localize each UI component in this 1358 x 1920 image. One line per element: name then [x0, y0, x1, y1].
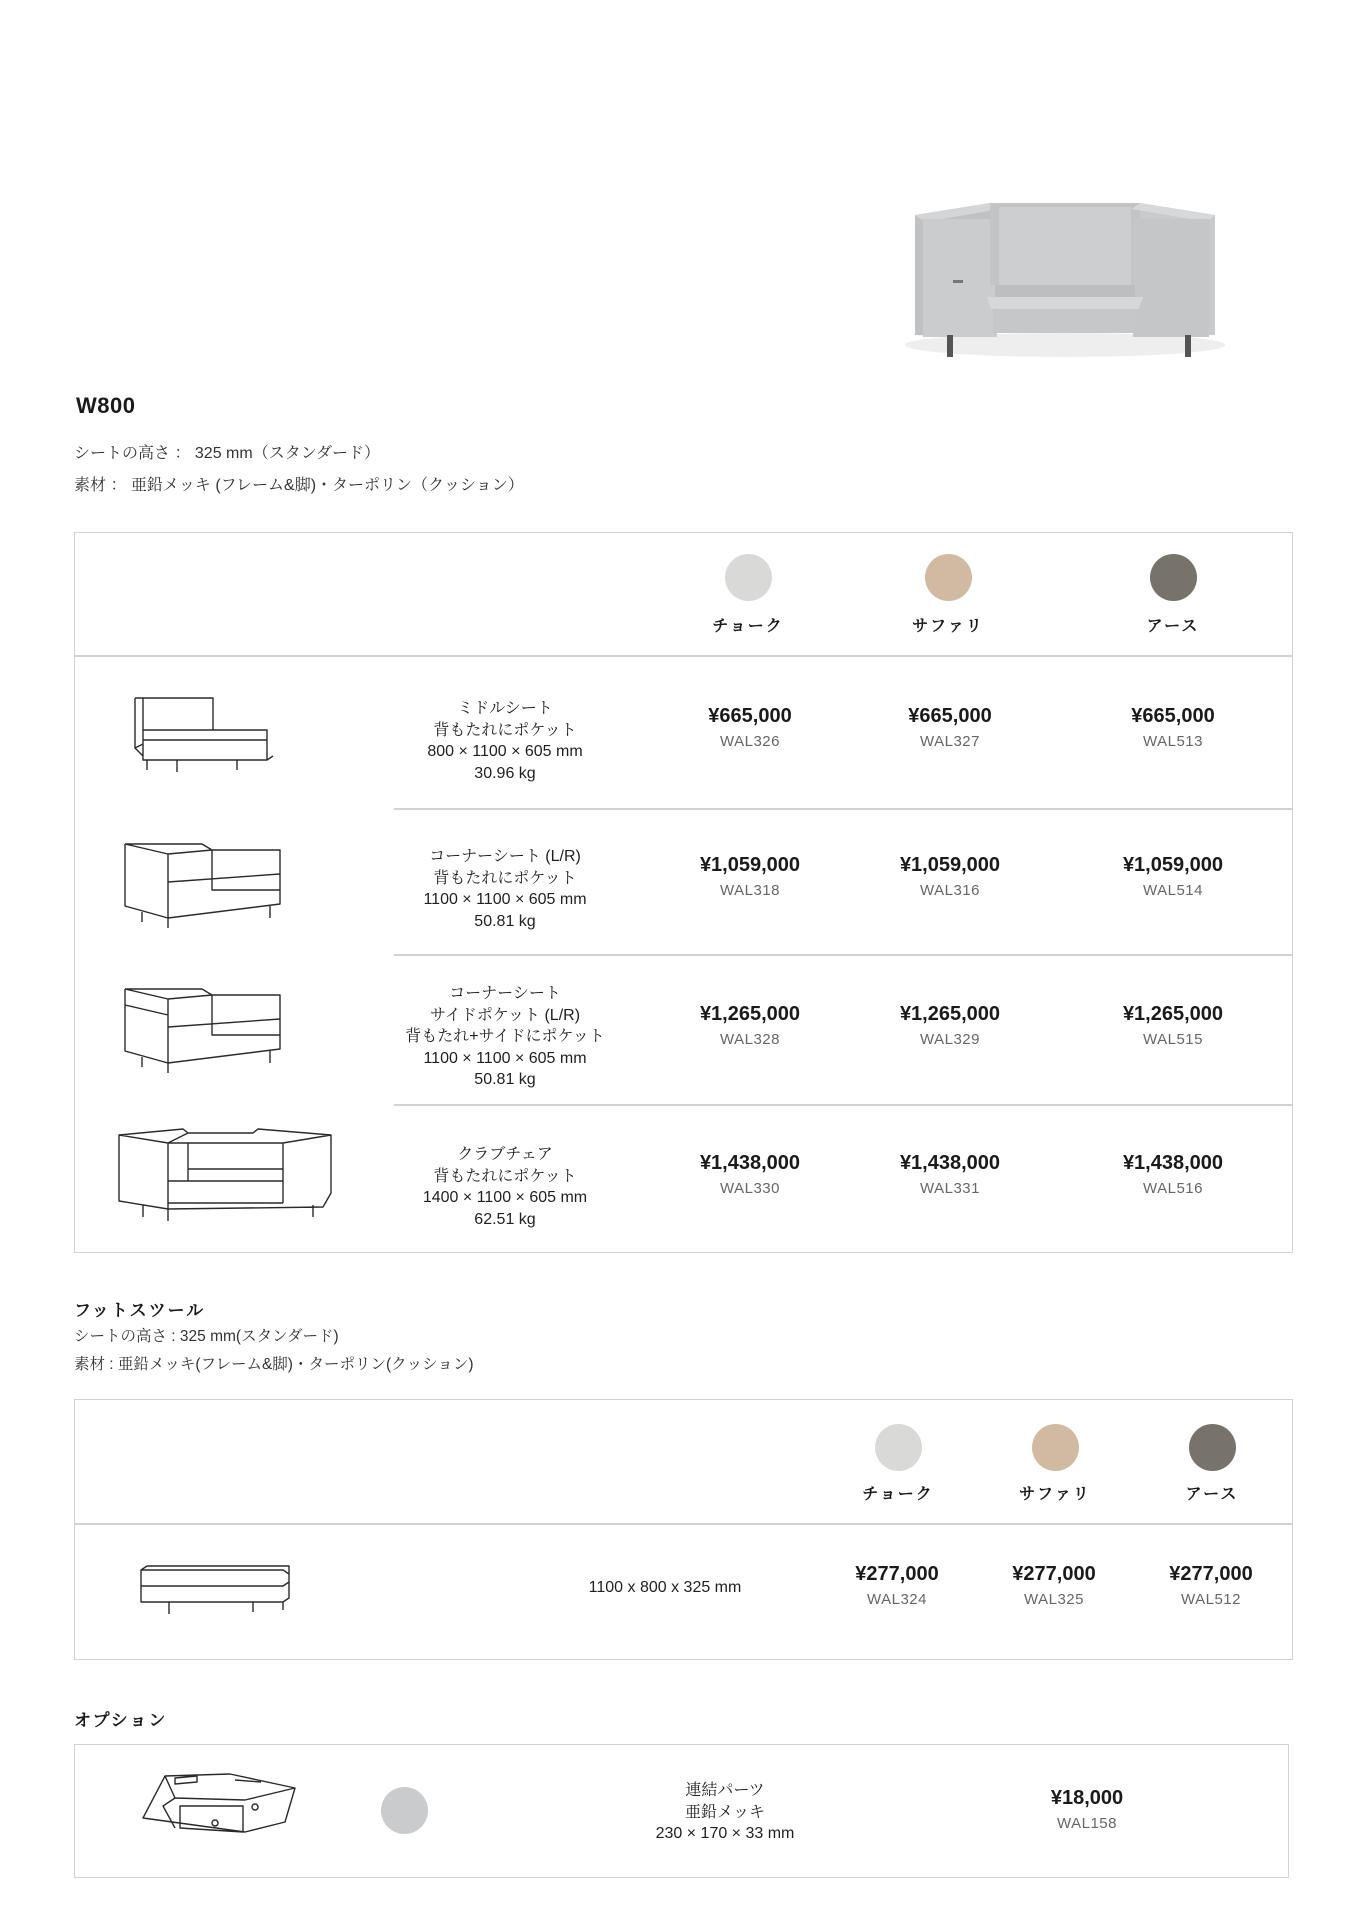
earth-swatch	[1150, 554, 1197, 601]
safari-swatch	[925, 554, 972, 601]
option-price: ¥18,000	[1050, 1787, 1124, 1809]
item-description: コーナーシート (L/R) 背もたれにポケット 1100 × 1100 × 605 mm 50.81 kg	[423, 848, 587, 930]
zinc-swatch	[381, 1787, 428, 1834]
row-divider	[394, 1104, 1292, 1106]
price: ¥277,000	[855, 1563, 939, 1585]
header-divider	[75, 655, 1292, 657]
price: ¥665,000	[908, 705, 992, 727]
corner-seat-drawing-icon	[120, 836, 300, 936]
price: ¥1,438,000	[1122, 1152, 1224, 1174]
product-code: WAL326	[720, 733, 780, 750]
price: ¥277,000	[1169, 1563, 1253, 1585]
color-name-safari: サファリ	[1019, 1486, 1091, 1503]
option-title: オプション	[74, 1711, 168, 1730]
material-spec: 素材 ： 亜鉛メッキ (フレーム&脚)・ターポリン（クッション）	[74, 477, 524, 494]
item-description: コーナーシート サイドポケット (L/R) 背もたれ+サイドにポケット 1100 × 1100 × 605 mm 50.81 kg	[405, 985, 605, 1088]
middle-seat-drawing-icon	[125, 688, 285, 788]
footstool-seat-height: シートの高さ : 325 mm(スタンダード)	[74, 1328, 339, 1345]
product-code: WAL515	[1143, 1031, 1203, 1048]
price: ¥1,265,000	[899, 1003, 1001, 1025]
club-chair-drawing-icon	[113, 1123, 343, 1233]
product-code: WAL324	[867, 1591, 927, 1608]
color-name-chalk: チョーク	[712, 618, 784, 635]
product-code: WAL331	[920, 1180, 980, 1197]
price: ¥1,059,000	[1122, 854, 1224, 876]
product-code: WAL513	[1143, 733, 1203, 750]
chalk-swatch	[725, 554, 772, 601]
header-divider	[75, 1523, 1292, 1525]
corner-side-pocket-drawing-icon	[120, 983, 300, 1083]
price: ¥665,000	[1131, 705, 1215, 727]
item-description: ミドルシート 背もたれにポケット 800 × 1100 × 605 mm 30.96 kg	[427, 700, 583, 782]
earth-swatch	[1189, 1424, 1236, 1471]
color-name-safari: サファリ	[912, 618, 984, 635]
price: ¥1,438,000	[899, 1152, 1001, 1174]
item-description: クラブチェア 背もたれにポケット 1400 × 1100 × 605 mm 62.51 kg	[422, 1146, 588, 1228]
option-code: WAL158	[1057, 1815, 1117, 1832]
footstool-dimensions: 1100 x 800 x 325 mm	[588, 1579, 742, 1596]
product-code: WAL329	[920, 1031, 980, 1048]
footstool-price-table	[74, 1399, 1293, 1660]
product-code: WAL327	[920, 733, 980, 750]
price: ¥1,438,000	[699, 1152, 801, 1174]
price: ¥1,265,000	[1122, 1003, 1224, 1025]
sofa-price-table	[74, 532, 1293, 1253]
chalk-swatch	[875, 1424, 922, 1471]
footstool-material: 素材 : 亜鉛メッキ(フレーム&脚)・ターポリン(クッション)	[74, 1356, 474, 1373]
footstool-drawing-icon	[135, 1560, 295, 1620]
safari-swatch	[1032, 1424, 1079, 1471]
price: ¥277,000	[1012, 1563, 1096, 1585]
product-title: W800	[76, 393, 136, 418]
option-price-table	[74, 1744, 1289, 1878]
product-code: WAL325	[1024, 1591, 1084, 1608]
color-name-chalk: チョーク	[862, 1486, 934, 1503]
row-divider	[394, 808, 1292, 810]
product-code: WAL512	[1181, 1591, 1241, 1608]
product-code: WAL514	[1143, 882, 1203, 899]
product-code: WAL328	[720, 1031, 780, 1048]
color-name-earth: アース	[1185, 1486, 1239, 1503]
seat-height-spec: シートの高さ ： 325 mm（スタンダード）	[74, 445, 381, 462]
price: ¥1,059,000	[899, 854, 1001, 876]
price: ¥665,000	[708, 705, 792, 727]
row-divider	[394, 954, 1292, 956]
price: ¥1,265,000	[699, 1003, 801, 1025]
option-description: 連結パーツ 亜鉛メッキ 230 × 170 × 33 mm	[655, 1782, 795, 1842]
connector-part-drawing-icon	[135, 1770, 305, 1850]
product-code: WAL330	[720, 1180, 780, 1197]
color-name-earth: アース	[1146, 618, 1200, 635]
product-code: WAL316	[920, 882, 980, 899]
product-code: WAL318	[720, 882, 780, 899]
footstool-title: フットスツール	[74, 1301, 206, 1320]
product-code: WAL516	[1143, 1180, 1203, 1197]
price: ¥1,059,000	[699, 854, 801, 876]
club-chair-photo	[895, 185, 1235, 375]
